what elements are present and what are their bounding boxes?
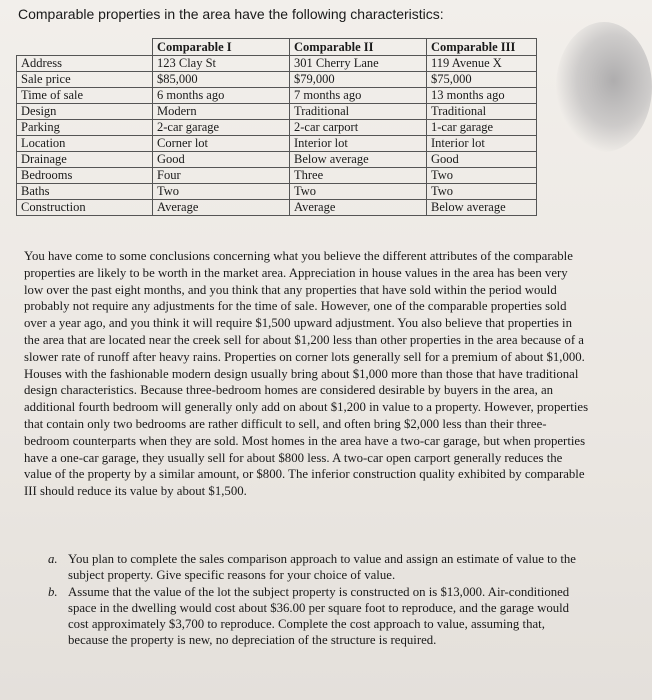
row-label-cell: Time of sale — [17, 88, 153, 104]
table-row — [17, 152, 537, 168]
table-cell: 13 months ago — [427, 88, 537, 104]
table-cell: Traditional — [290, 104, 427, 120]
question-text: You plan to complete the sales comparison approach to value and assign an estimate of value to the subject property. Give specific reasons for your choice of value. — [68, 552, 576, 583]
table-cell: 119 Avenue X — [427, 56, 537, 72]
table-cell: Interior lot — [290, 136, 427, 152]
question-marker: b. — [48, 584, 58, 599]
table-cell: Good — [153, 152, 290, 168]
table-row — [17, 200, 537, 216]
page-title: Comparable properties in the area have the following characteristics: — [18, 6, 444, 22]
body-paragraph — [24, 248, 590, 500]
table-cell: Modern — [153, 104, 290, 120]
table-row — [17, 120, 537, 136]
table-row — [17, 184, 537, 200]
table-cell: Average — [153, 200, 290, 216]
table-cell: Good — [427, 152, 537, 168]
table-cell: 2-car carport — [290, 120, 427, 136]
table-cell: Interior lot — [427, 136, 537, 152]
row-label-cell: Parking — [17, 120, 153, 136]
table-cell: Two — [153, 184, 290, 200]
paragraph-text: You have come to some conclusions concerning what you believe the different attributes of the comparable properties are likely to be worth in the market area. Appreciation in house values in the area has been very low over the past eight months, and you think that any properties that have sold within the period would probably not require any adjustments for the time of sale. However, one of the comparable properties sold over a year ago, and you think it will require $1,500 upward adjustment. You also believe that properties in the area that are located near the creek sell for about $1,200 less than other properties in the area because of a slower rate of runoff after heavy rains. Properties on corner lots generally sell for a premium of about $1,000. Houses with the fashionable modern design usually bring about $1,000 more than those that have traditional design characteristics. Because three-bedroom homes are considered desirable by buyers in the area, an additional fourth bedroom will generally only add on about $1,200 in value to a property. However, properties that contain only two bedrooms are rather difficult to sell, and often bring $2,000 less than their three-bedroom counterparts when they are sold. Most homes in the area have a two-car garage, but when properties have a one-car garage, they usually sell for about $800 less. A two-car open carport generally reduces the value of the property by a similar amount, or $800. The inferior construction quality exhibited by comparable III should reduce its value by about $1,500. — [24, 249, 589, 499]
table-cell: Four — [153, 168, 290, 184]
table-cell: 6 months ago — [153, 88, 290, 104]
question-item — [48, 584, 588, 649]
table-cell: Two — [427, 168, 537, 184]
thumb-shadow — [556, 22, 652, 152]
row-label-cell: Baths — [17, 184, 153, 200]
table-cell: Three — [290, 168, 427, 184]
table-header-cell: Comparable I — [153, 39, 290, 56]
table-header-cell: Comparable III — [427, 39, 537, 56]
table-cell: 1-car garage — [427, 120, 537, 136]
table-cell: 123 Clay St — [153, 56, 290, 72]
table-row — [17, 88, 537, 104]
table-row — [17, 104, 537, 120]
row-label-cell: Location — [17, 136, 153, 152]
table-cell: 7 months ago — [290, 88, 427, 104]
table-row — [17, 136, 537, 152]
table-row — [17, 72, 537, 88]
row-label-cell: Drainage — [17, 152, 153, 168]
table-header-cell: Comparable II — [290, 39, 427, 56]
question-text: Assume that the value of the lot the subject property is constructed on is $13,000. Air-conditioned space in the dwelling would cost about $36.00 per square foot to reproduce, and the garage would cost approximately $3,700 to reproduce. Complete the cost approach to value, assuming that, because the property is new, no depreciation of the structure is required. — [68, 584, 570, 648]
table-cell: 2-car garage — [153, 120, 290, 136]
table-row — [17, 56, 537, 72]
row-label-cell: Sale price — [17, 72, 153, 88]
questions-list — [48, 551, 588, 649]
table-cell: 301 Cherry Lane — [290, 56, 427, 72]
table-cell: Two — [427, 184, 537, 200]
question-item — [48, 551, 588, 584]
comparables-table — [16, 38, 537, 216]
table-cell: $75,000 — [427, 72, 537, 88]
table-cell: Corner lot — [153, 136, 290, 152]
table-cell: Below average — [290, 152, 427, 168]
table-cell: Below average — [427, 200, 537, 216]
row-label-cell: Bedrooms — [17, 168, 153, 184]
table-cell: Traditional — [427, 104, 537, 120]
question-marker: a. — [48, 552, 58, 566]
table-row — [17, 168, 537, 184]
table-cell: Two — [290, 184, 427, 200]
table-header-row — [17, 39, 537, 56]
table-header-cell — [17, 39, 153, 56]
row-label-cell: Address — [17, 56, 153, 72]
table-cell: $79,000 — [290, 72, 427, 88]
row-label-cell: Construction — [17, 200, 153, 216]
row-label-cell: Design — [17, 104, 153, 120]
table-cell: $85,000 — [153, 72, 290, 88]
table-cell: Average — [290, 200, 427, 216]
